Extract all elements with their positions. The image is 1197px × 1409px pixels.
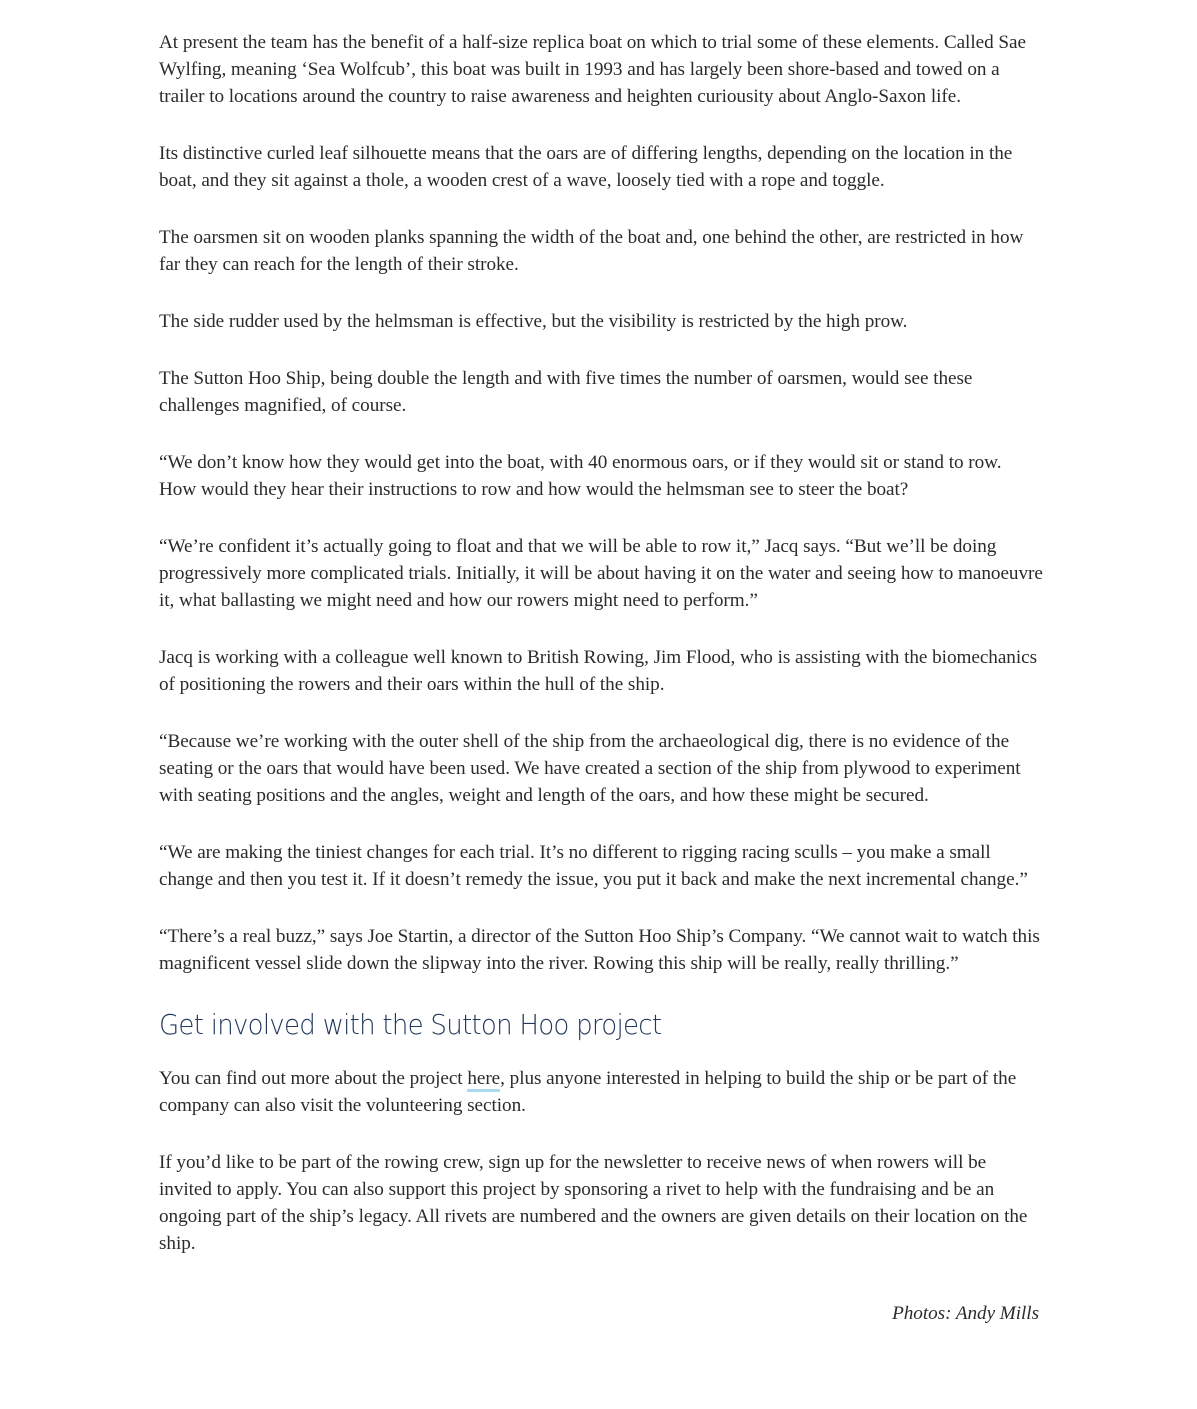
paragraph-replica-boat: At present the team has the benefit of a half-size replica boat on which to trial some of these elements. Called Sae Wylfing, meaning ‘Sea Wolfcub’, this boat was built in 1993 and has largely been shore-based and towed on a trailer to locations around the country to raise awareness and heighten curiousity about Anglo-Saxon life. xyxy=(159,32,1026,107)
find-out-more-text-before: You can find out more about the project xyxy=(159,1068,468,1089)
paragraph-rowing-crew: If you’d like to be part of the rowing crew, sign up for the newsletter to receive news of when rowers will be invited to apply. You can also support this project by sponsoring a rivet to help with the fundraising and be an ongoing part of the ship’s legacy. All rivets are numbered and the owners are given details on their location on the ship. xyxy=(159,1152,1028,1254)
photo-credit: Photos: Andy Mills xyxy=(892,1303,1039,1324)
article-body xyxy=(159,29,1043,1357)
paragraph-quote-dont-know: “We don’t know how they would get into the boat, with 40 enormous oars, or if they would sit or stand to row. How would they hear their instructions to row and how would the helmsman see to steer the boat? xyxy=(159,452,1002,500)
paragraph-leaf-silhouette: Its distinctive curled leaf silhouette means that the oars are of differing lengths, depending on the location in the boat, and they sit against a thole, a wooden crest of a wave, loosely tied with a rope and toggle. xyxy=(159,143,1013,191)
paragraph-side-rudder: The side rudder used by the helmsman is effective, but the visibility is restricted by the high prow. xyxy=(159,311,908,332)
here-link[interactable]: here xyxy=(467,1068,500,1092)
section-heading-get-involved: Get involved with the Sutton Hoo project xyxy=(159,1008,662,1041)
paragraph-jim-flood: Jacq is working with a colleague well known to British Rowing, Jim Flood, who is assisting with the biomechanics of positioning the rowers and their oars within the hull of the ship. xyxy=(159,647,1038,695)
paragraph-quote-outer-shell: “Because we’re working with the outer shell of the ship from the archaeological dig, there is no evidence of the seating or the oars that would have been used. We have created a section of the ship from plywood to experiment with seating positions and the angles, weight and length of the oars, and how these might be secured. xyxy=(159,731,1021,806)
paragraph-oarsmen-planks: The oarsmen sit on wooden planks spanning the width of the boat and, one behind the other, are restricted in how far they can reach for the length of their stroke. xyxy=(159,227,1024,275)
paragraph-find-out-more xyxy=(159,1065,1043,1119)
paragraph-sutton-hoo-ship: The Sutton Hoo Ship, being double the length and with five times the number of oarsmen, would see these challenges magnified, of course. xyxy=(159,368,973,416)
paragraph-quote-tiniest-changes: “We are making the tiniest changes for each trial. It’s no different to rigging racing sculls – you make a small change and then you test it. If it doesn’t remedy the issue, you put it back and make the next incremental change.” xyxy=(159,842,1028,890)
paragraph-quote-real-buzz: “There’s a real buzz,” says Joe Startin, a director of the Sutton Hoo Ship’s Company. “We cannot wait to watch this magnificent vessel slide down the slipway into the river. Rowing this ship will be really, really thrilling.” xyxy=(159,926,1040,974)
find-out-more-text-after: , plus anyone interested in helping to build the ship or be part of the company can also visit the volunteering section. xyxy=(159,1068,1017,1116)
paragraph-quote-confident: “We’re confident it’s actually going to float and that we will be able to row it,” Jacq says. “But we’ll be doing progressively more complicated trials. Initially, it will be about having it on the water and seeing how to manoeuvre it, what ballasting we might need and how our rowers might need to perform.” xyxy=(159,536,1043,611)
